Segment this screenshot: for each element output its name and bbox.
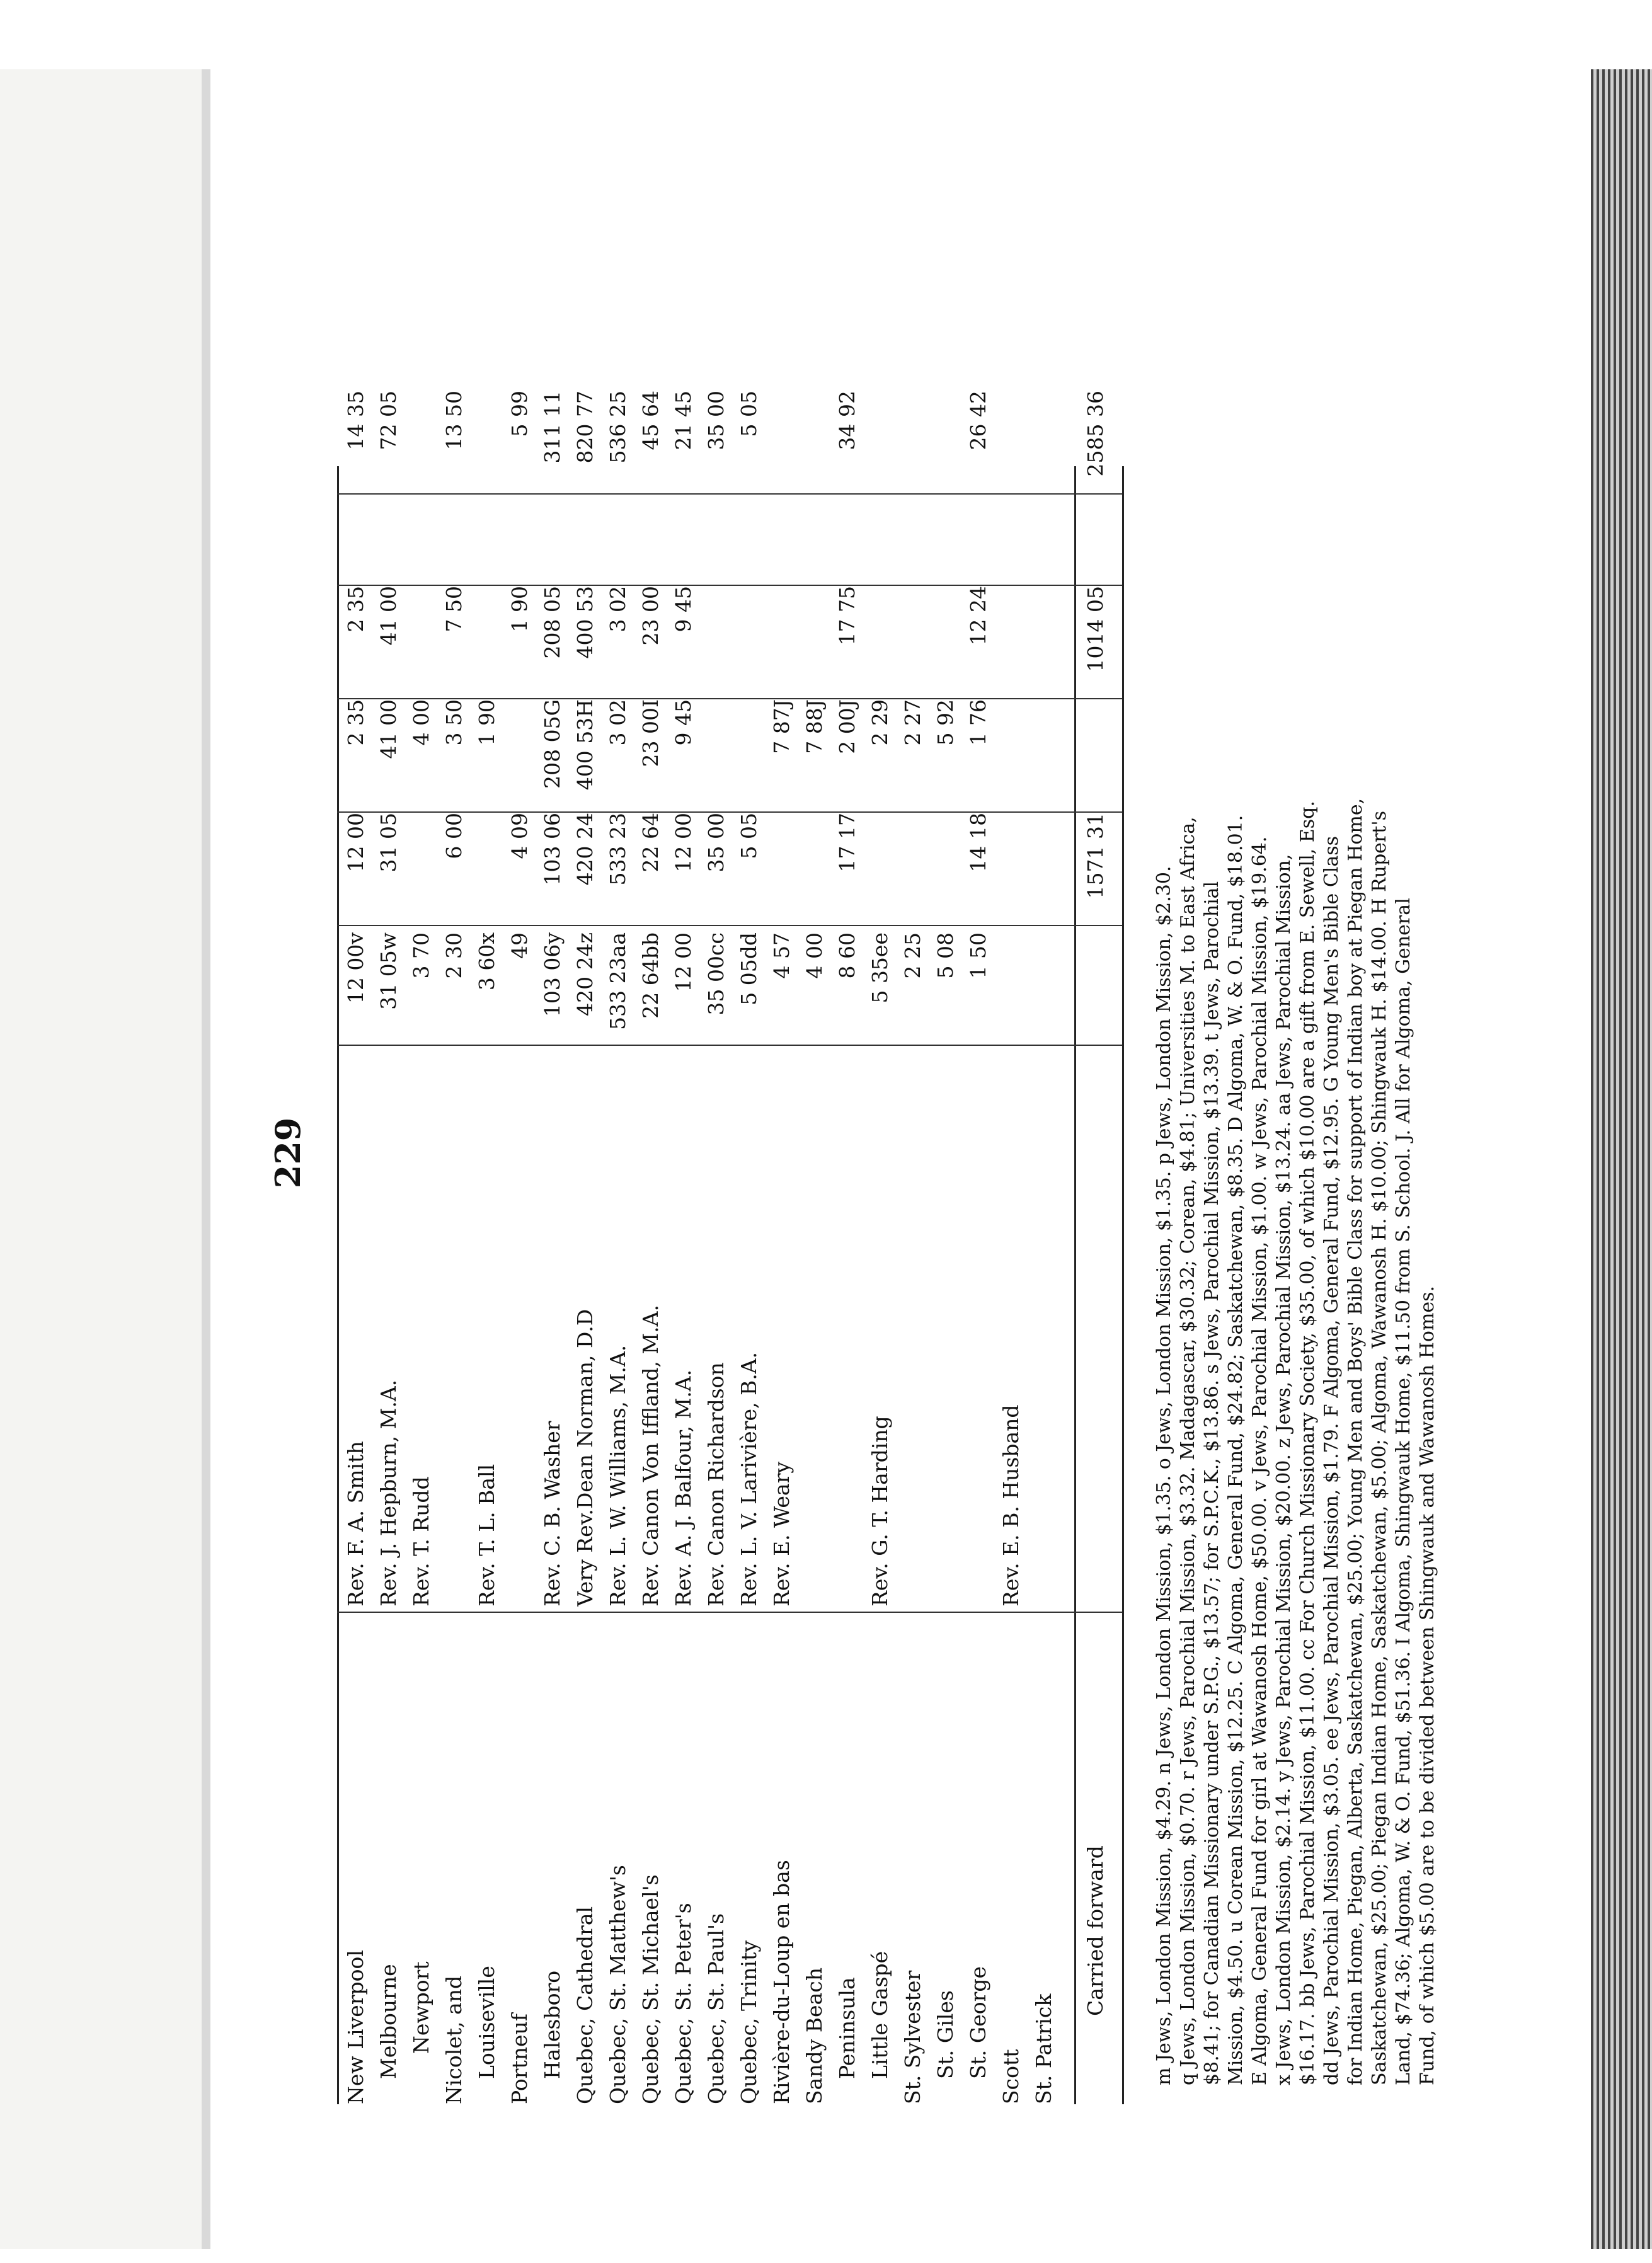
clergyman-name: Rev. A. J. Balfour, M.A. xyxy=(671,1369,696,1607)
parish-name: St. Patrick xyxy=(1031,1993,1056,2104)
footnote-line: Fund, of which $5.00 are to be divided between Shingwauk and Wawanosh Homes. xyxy=(1416,1285,1438,2085)
amount-cell: 4 00 xyxy=(409,699,433,746)
amount-cell: 22 64 xyxy=(638,813,663,873)
table-bottom-rule xyxy=(1122,466,1124,2104)
amount-cell: 34 92 xyxy=(835,391,859,450)
amount-cell: 5 92 xyxy=(933,699,958,746)
clergyman-name: Rev. L. V. Larivière, B.A. xyxy=(737,1351,761,1607)
amount-cell: 12 00 xyxy=(671,813,696,873)
parish-name: St. Sylvester xyxy=(900,1970,925,2104)
amount-cell: 35 00cc xyxy=(704,932,728,1016)
page xyxy=(224,69,1591,2249)
page-edge xyxy=(1591,69,1652,2249)
footnote-line: $16.17. bb Jews, Parochial Mission, $11.00. cc For Church Missionary Society, $35.00, of which $10.00 are a gift from E. Sewell, Esq. xyxy=(1297,801,1319,2085)
amount-cell: 41 00 xyxy=(376,699,401,759)
amount-cell: 400 53 xyxy=(573,586,597,659)
rotated-page-content xyxy=(243,120,1459,2211)
amount-cell: 8 60 xyxy=(835,932,859,979)
amount-cell: 26 42 xyxy=(966,391,990,450)
footnote-line: $8.41; for Canadian Missionary under S.P.G., $13.57; for S.P.C.K., $13.86. s Jews, Parochial Mission, $13.39. t Jews, Parochial xyxy=(1201,881,1223,2085)
amount-cell: 533 23aa xyxy=(605,932,630,1030)
clergyman-name: Very Rev.Dean Norman, D.D xyxy=(573,1309,597,1607)
footnote-line: Saskatchewan, $25.00; Piegan Indian Home, Saskatchewan, $5.00; Algoma, Wawanosh H. $10.00; Shingwauk H. $14.00. H Rupert's xyxy=(1368,811,1391,2085)
amount-cell: 9 45 xyxy=(671,699,696,746)
amount-cell: 208 05 xyxy=(540,586,565,659)
amount-cell: 536 25 xyxy=(605,391,630,464)
column-rule xyxy=(337,811,1122,813)
total-amount: 2585 36 xyxy=(1083,391,1108,477)
amount-cell: 1 90 xyxy=(507,586,532,633)
footnote-line: E Algoma, General Fund for girl at Wawanosh Home, $50.00. v Jews, Parochial Mission, $1.00. w Jews, Parochial Mission, $19.64. xyxy=(1249,836,1271,2085)
footnote-line: dd Jews, Parochial Mission, $3.05. ee Jews, Parochial Mission, $1.79. F Algoma, General Fund, $12.95. G Young Men's Bible Class xyxy=(1321,835,1343,2085)
total-label: Carried forward xyxy=(1083,1845,1108,2016)
amount-cell: 103 06y xyxy=(540,932,565,1017)
amount-cell: 533 23 xyxy=(605,813,630,886)
clergyman-name: Rev. T. Rudd xyxy=(409,1476,433,1607)
amount-cell: 23 00 xyxy=(638,586,663,646)
amount-cell: 1 76 xyxy=(966,699,990,746)
clergyman-name: Rev. G. T. Harding xyxy=(868,1416,892,1607)
amount-cell: 820 77 xyxy=(573,391,597,464)
amount-cell: 400 53H xyxy=(573,699,597,791)
parish-name: New Liverpool xyxy=(343,1950,368,2104)
amount-cell: 12 00v xyxy=(343,932,368,1004)
amount-cell: 3 02 xyxy=(605,586,630,633)
previous-page-rotated xyxy=(0,164,69,2249)
amount-cell: 1 50 xyxy=(966,932,990,979)
amount-cell: 7 87J xyxy=(769,699,794,754)
column-rule xyxy=(337,925,1122,926)
total-rule xyxy=(1074,466,1076,2104)
amount-cell: 4 57 xyxy=(769,932,794,979)
parish-name: Melbourne xyxy=(376,1964,401,2079)
amount-cell: 14 35 xyxy=(343,391,368,450)
footnote-line: Land, $74.36; Algoma, W. & O. Fund, $51.36. I Algoma, Shingwauk Home, $11.50 from S. School. J. All for Algoma, General xyxy=(1392,898,1414,2085)
parish-name: Newport xyxy=(409,1961,433,2054)
column-rule xyxy=(337,1612,1122,1613)
amount-cell: 3 50 xyxy=(442,699,466,746)
amount-cell: 5 08 xyxy=(933,932,958,979)
amount-cell: 2 35 xyxy=(343,586,368,633)
amount-cell: 2 35 xyxy=(343,699,368,746)
clergyman-name: Rev. E. B. Husband xyxy=(999,1404,1023,1607)
amount-cell: 35 00 xyxy=(704,391,728,450)
footnote-line: Mission, $4.50. u Corean Mission, $12.25. C Algoma, General Fund, $24.82; Saskatchewan, $8.35. D Algoma, W. & O. Fund, $18.01. xyxy=(1225,815,1247,2085)
clergyman-name: Rev. E. Weary xyxy=(769,1461,794,1607)
amount-cell: 12 24 xyxy=(966,586,990,646)
clergyman-name: Rev. Canon Von Iffland, M.A. xyxy=(638,1305,663,1607)
amount-cell: 5 99 xyxy=(507,391,532,437)
amount-cell: 4 09 xyxy=(507,813,532,859)
parish-name: Sandy Beach xyxy=(802,1968,827,2104)
column-rule xyxy=(337,1045,1122,1046)
amount-cell: 41 00 xyxy=(376,586,401,646)
column-rule xyxy=(337,493,1122,495)
parish-name: Quebec, Cathedral xyxy=(573,1906,597,2104)
amount-cell: 21 45 xyxy=(671,391,696,450)
amount-cell: 17 17 xyxy=(835,813,859,873)
amount-cell: 7 88J xyxy=(802,699,827,754)
amount-cell: 31 05w xyxy=(376,932,401,1010)
clergyman-name: Rev. J. Hepburn, M.A. xyxy=(376,1379,401,1607)
footnotes xyxy=(1152,473,1440,2085)
parish-name: Scott xyxy=(999,2049,1023,2104)
amount-cell: 5 35ee xyxy=(868,932,892,1004)
amount-cell: 9 45 xyxy=(671,586,696,633)
parish-name: St. George xyxy=(966,1966,990,2079)
amount-cell: 420 24 xyxy=(573,813,597,886)
footnote-line: m Jews, London Mission, $4.29. n Jews, London Mission, $1.35. o Jews, London Mission, $1.35. p Jews, London Mission, $2.30. xyxy=(1153,866,1175,2085)
table-top-rule xyxy=(337,466,339,2104)
clergyman-name: Rev. Canon Richardson xyxy=(704,1362,728,1607)
page-number: 229 xyxy=(268,1117,308,1189)
amount-cell: 6 00 xyxy=(442,813,466,859)
total-amount: 1014 05 xyxy=(1083,586,1108,672)
amount-cell: 22 64bb xyxy=(638,932,663,1019)
clergyman-name: Rev. L. W. Williams, M.A. xyxy=(605,1344,630,1607)
total-amount: 1571 31 xyxy=(1083,813,1108,899)
amount-cell: 103 06 xyxy=(540,813,565,886)
clergyman-name: Rev. F. A. Smith xyxy=(343,1441,368,1607)
parish-name: Quebec, St. Matthew's xyxy=(605,1865,630,2104)
parish-name: Rivière-du-Loup en bas xyxy=(769,1860,794,2104)
amount-cell: 12 00 xyxy=(343,813,368,873)
amount-cell: 3 60x xyxy=(474,932,499,991)
parish-name: Nicolet, and xyxy=(442,1975,466,2104)
footnote-line: q Jews, London Mission, $0.70. r Jews, Parochial Mission, $3.32. Madagascar, $30.32; Corean, $4.81; Universities M. to East Africa, xyxy=(1177,816,1199,2085)
amount-cell: 2 27 xyxy=(900,699,925,746)
parish-name: Peninsula xyxy=(835,1977,859,2079)
amount-cell: 2 00J xyxy=(835,699,859,754)
parish-name: Halesboro xyxy=(540,1970,565,2079)
parish-name: Quebec, St. Paul's xyxy=(704,1913,728,2104)
amount-cell: 5 05 xyxy=(737,391,761,437)
parish-name: Quebec, St. Michael's xyxy=(638,1874,663,2104)
amount-cell: 3 02 xyxy=(605,699,630,746)
clergyman-name: Rev. C. B. Washer xyxy=(540,1421,565,1607)
amount-cell: 5 05 xyxy=(737,813,761,859)
amount-cell: 2 30 xyxy=(442,932,466,979)
amount-cell: 2 29 xyxy=(868,699,892,746)
footnote-line: x Jews, London Mission, $2.14. y Jews, Parochial Mission, $20.00. z Jews, Parochial Mission, $13.24. aa Jews, Parochial Mission, xyxy=(1273,854,1295,2085)
previous-page-fragment xyxy=(0,69,202,2249)
parish-name: Quebec, Trinity xyxy=(737,1940,761,2104)
amount-cell: 5 05dd xyxy=(737,932,761,1005)
amount-cell: 208 05G xyxy=(540,699,565,789)
amount-cell: 12 00 xyxy=(671,932,696,992)
amount-cell: 4 00 xyxy=(802,932,827,979)
amount-cell: 420 24z xyxy=(573,932,597,1016)
amount-cell: 31 05 xyxy=(376,813,401,873)
parish-name: St. Giles xyxy=(933,1990,958,2079)
amount-cell: 3 70 xyxy=(409,932,433,979)
amount-cell: 1 90 xyxy=(474,699,499,746)
amount-cell: 45 64 xyxy=(638,391,663,450)
footnote-line: for Indian Home, Piegan, Alberta, Saskatchewan, $25.00; Young Men and Boys' Bible Class for support of Indian boy at Piegan Home, xyxy=(1345,798,1367,2085)
parish-name: Louiseville xyxy=(474,1966,499,2079)
column-rule xyxy=(337,585,1122,586)
amount-cell: 2 25 xyxy=(900,932,925,979)
amount-cell: 7 50 xyxy=(442,586,466,633)
clergyman-name: Rev. T. L. Ball xyxy=(474,1464,499,1607)
amount-cell: 49 xyxy=(507,932,532,959)
amount-cell: 13 50 xyxy=(442,391,466,450)
parish-name: Quebec, St. Peter's xyxy=(671,1903,696,2104)
page-gutter xyxy=(202,69,210,2249)
amount-cell: 311 11 xyxy=(540,391,565,464)
amount-cell: 72 05 xyxy=(376,391,401,450)
column-rule xyxy=(337,698,1122,699)
amount-cell: 17 75 xyxy=(835,586,859,646)
parish-name: Little Gaspé xyxy=(868,1951,892,2079)
amount-cell: 23 00I xyxy=(638,699,663,767)
parish-name: Portneuf xyxy=(507,2013,532,2104)
amount-cell: 14 18 xyxy=(966,813,990,873)
amount-cell: 35 00 xyxy=(704,813,728,873)
